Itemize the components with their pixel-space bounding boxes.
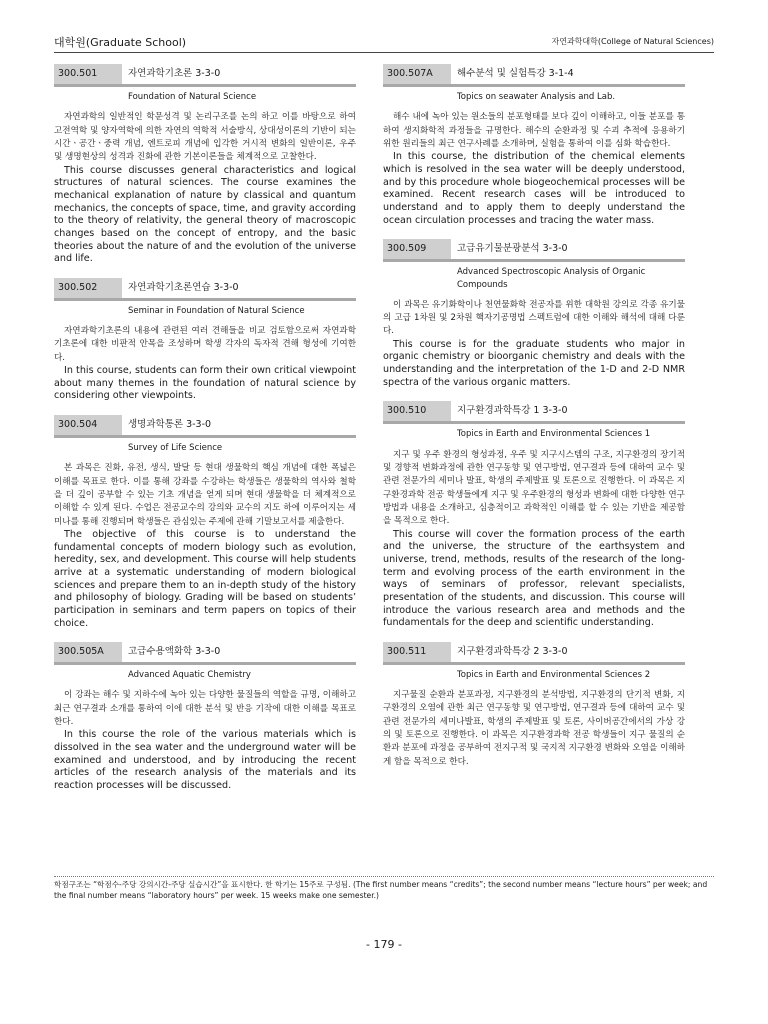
course-header — [54, 278, 356, 301]
course-title: 해수분석 및 실험특강 3-1-4 — [457, 68, 574, 79]
course-english-title: Survey of Life Science — [128, 443, 223, 454]
course-title: 고급수용액화학 3-3-0 — [128, 646, 221, 658]
course-description-korean: 본 과목은 진화, 유전, 생식, 발달 등 현대 생물학의 핵심 개념에 대한 폭넓은 이해를 목표로 한다. 이를 통해 강좌를 수강하는 학생들은 생물학의 역사와 철학을 더 깊이 공부할 수 있는 기초 개념을 얻게 되며 현대 생물학을 더 체계적으로 이해할 수 있게 된다. 수업은 전공교수의 강의와 교수의 지도 하에 이루어지는 세미나를 통해 진행되며 학생들은 관심있는 주제에 관해 기말보고서를 제출한다. — [54, 463, 356, 527]
course-300-501 — [54, 64, 356, 266]
left-column — [54, 64, 356, 805]
course-description-korean: 이 강좌는 해수 및 지하수에 녹아 있는 다양한 물질들의 역할을 규명, 이해하고 최근 연구결과 소개를 통하여 이에 대한 분석 및 반응 기작에 대한 이해를 목표로 한다. — [54, 690, 356, 728]
course-description-korean: 지구물질 순환과 분포과정, 지구환경의 분석방법, 지구환경의 단기적 변화, 지구환경의 오염에 관한 최근 연구동향 및 연구방법, 연구결과 등에 대하여 교수 및 관련 전문가의 세미나발표, 학생의 주제발표 및 토론, 사이버공간에서의 가상 강의 및 토론으로 진행한다. 이 과목은 지구환경과학 전공 학생들이 지구 물질의 순환과 분포에 과정을 공부하여 전지구적 및 국지적 지구환경 변화와 오염을 이해하게 함을 목적으로 한다. — [383, 690, 685, 767]
course-code: 300.502 — [54, 278, 122, 298]
course-code: 300.507A — [383, 64, 451, 84]
course-description-english: In this course, students can form their own critical viewpoint about many themes in the foundation of natural science by considering other viewpoints. — [54, 365, 356, 402]
course-300-507a — [383, 64, 685, 227]
header-rule — [54, 52, 714, 53]
course-code: 300.510 — [383, 401, 451, 421]
course-title: 자연과학기초론연습 3-3-0 — [128, 281, 239, 293]
course-english-title: Topics in Earth and Environmental Sciences 1 — [457, 429, 651, 440]
course-description-korean: 해수 내에 녹아 있는 원소들의 분포형태를 보다 깊이 이해하고, 이들 분포를 통하여 생지화학적 과정들을 규명한다. 해수의 순환과정 및 수괴 추적에 응용하기 위한 원리들의 최근 연구사례를 소개하며, 실험을 통하여 이를 심화 학습한다. — [383, 112, 685, 149]
header-right: 자연과학대학(College of Natural Sciences) — [551, 37, 714, 46]
course-description-korean: 이 과목은 유기화학이나 천연물화학 전공자를 위한 대학원 강의로 각종 유기물의 고급 1차원 및 2차원 핵자기공명법 스펙트럼에 대한 이해와 해석에 대해 다룬다. — [383, 299, 685, 337]
course-300-510 — [383, 401, 685, 629]
course-300-502 — [54, 278, 356, 403]
course-title: 지구환경과학특강 2 3-3-0 — [457, 645, 568, 657]
header-left: 대학원(Graduate School) — [54, 36, 187, 49]
course-english-title: Seminar in Foundation of Natural Science — [128, 305, 305, 316]
course-code: 300.509 — [383, 239, 451, 259]
course-english-title: Advanced Aquatic Chemistry — [128, 670, 251, 681]
course-header — [54, 64, 356, 87]
course-code: 300.504 — [54, 415, 122, 435]
course-title: 생명과학통론 3-3-0 — [128, 419, 212, 431]
course-description-english: This course discusses general characteristics and logical structures of natural sciences. The course examines the mechanical explanation of nature by classical and quantum mechanics, the concepts of space, time, and gravity according to the theory of relativity, the general theory of macroscopic changes based on the concept of entropy, and the basic theories about the nature of and the evolution of the universe and life. — [54, 164, 356, 265]
course-title: 자연과학기초론 3-3-0 — [128, 68, 221, 79]
course-300-505a — [54, 642, 356, 793]
course-description-korean: 자연과학기초론의 내용에 관련된 여러 견해들을 비교 검토함으로써 자연과학기초론에 대한 비판적 안목을 조성하며 학생 각자의 독자적 견해 형성에 기여한다. — [54, 326, 356, 363]
course-description-english: This course will cover the formation process of the earth and the universe, the structure of the earthsystem and universe, trend, methods, results of the research of the long-term and evolving process of the earth environment in the ways of seminars of professor, relevant specialists, presentation of the students, and discussion. This course will introduce the various research area and methods and the fundamentals for the deep and scientific understanding. — [383, 528, 685, 629]
course-english-title: Topics on seawater Analysis and Lab. — [457, 92, 616, 102]
course-title: 고급유기물분광분석 3-3-0 — [457, 243, 568, 255]
course-300-511 — [383, 642, 685, 769]
course-300-504 — [54, 415, 356, 630]
footnote-rule — [54, 876, 714, 877]
course-header — [383, 239, 685, 262]
course-english-title: Foundation of Natural Science — [128, 92, 257, 102]
course-code: 300.501 — [54, 64, 122, 84]
course-description-english: In this course the role of the various materials which is dissolved in the sea water and the underground water will be examined and understood, and by introducing the recent articles of the research analysis of the materials and its reaction processes will be discussed. — [54, 729, 356, 792]
course-description-english: This course is for the graduate students who major in organic chemistry or bioorganic chemistry and deals with the understanding and the interpretation of the 1-D and 2-D NMR spectra of the various organic matters. — [383, 338, 685, 388]
page-number: - 179 - — [366, 938, 402, 951]
course-description-english: In this course, the distribution of the chemical elements which is resolved in the sea water will be deeply understood, and by this procedure whole biogeochemical processes will be examined. Recent research cases will be introduced to understand and to apply them to deeply understand the ocean circulation processes and tracing the water mass. — [383, 151, 685, 226]
course-english-title: Advanced Spectroscopic Analysis of Organic Compounds — [457, 267, 646, 290]
course-header — [383, 64, 685, 87]
course-header — [54, 642, 356, 665]
page-header — [54, 34, 714, 50]
course-description-english: The objective of this course is to understand the fundamental concepts of modern biology such as evolution, heredity, sex, and development. This course will help students arrive at a systematic understanding of modern biological sciences and prepare them to an in-depth study of the history and philosophy of biology. Grading will be based on students’ participation in seminars and term papers on topics of their choice. — [54, 528, 356, 629]
right-column — [383, 64, 685, 781]
course-description-korean: 자연과학의 일반적인 학문성격 및 논리구조를 논의 하고 이를 바탕으로 하여 고전역학 및 양자역학에 의한 자연의 역학적 서술방식, 상대성이론의 기반이 되는 시간ㆍ공간ㆍ중력 개념, 엔트로피 개념에 입각한 거시적 변화의 일반이론, 우주 및 생명현상의 성격과 진화에 관한 기본이론들을 체계적으로 고찰한다. — [54, 112, 356, 163]
course-description-korean: 지구 및 우주 환경의 형성과정, 우주 및 지구시스템의 구조, 지구환경의 장기적 및 경향적 변화과정에 관한 연구동향 및 연구방법, 연구결과 등에 대하여 교수 및 관련 전문가의 세미나 발표, 학생의 주제발표 및 토론으로 진행한다. 이 과목은 지구환경과학 전공 학생들에게 지구 및 우주환경의 형성과 변화에 대한 다양한 연구방법과 내용을 소개하고, 심층적이고 과학적인 이해를 할 수 있는 기반을 제공함을 목적으로 한다. — [383, 449, 685, 527]
course-code: 300.511 — [383, 642, 451, 662]
course-header — [54, 415, 356, 438]
course-header — [383, 642, 685, 665]
course-code: 300.505A — [54, 642, 122, 662]
course-title: 지구환경과학특강 1 3-3-0 — [457, 405, 568, 417]
course-header — [383, 401, 685, 424]
course-english-title: Topics in Earth and Environmental Sciences 2 — [457, 669, 651, 680]
course-300-509 — [383, 239, 685, 389]
credit-structure-footnote: 학점구조는 “학점수-주당 강의시간-주당 실습시간”을 표시한다. 한 학기는 15주로 구성됨. (The first number means “credits”; the second number means “lecture hours” per week; and the final number means “laboratory hours” per week. 15 weeks make one semester.) — [54, 880, 708, 900]
